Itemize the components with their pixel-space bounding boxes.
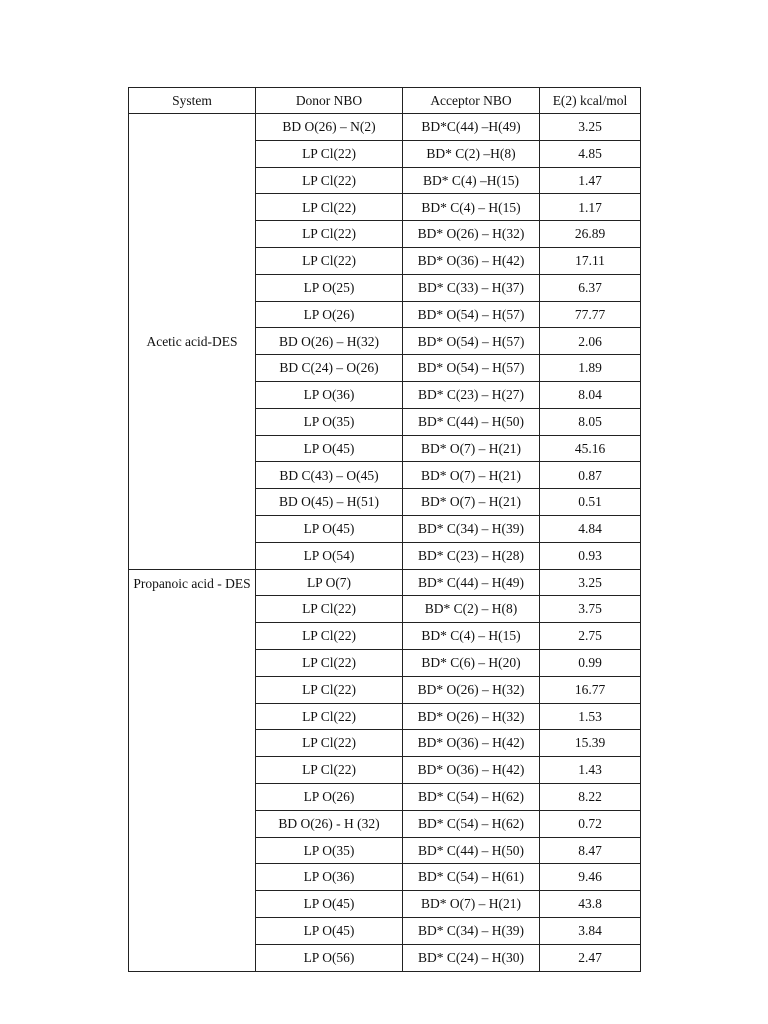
acceptor-nbo-cell: BD* O(54) – H(57) (403, 301, 540, 328)
donor-nbo-cell: LP O(25) (256, 274, 403, 301)
donor-nbo-cell: LP Cl(22) (256, 167, 403, 194)
donor-nbo-cell: LP Cl(22) (256, 703, 403, 730)
header-acceptor-nbo: Acceptor NBO (403, 88, 540, 114)
donor-nbo-cell: LP Cl(22) (256, 649, 403, 676)
donor-nbo-cell: BD O(45) – H(51) (256, 489, 403, 516)
e2-energy-cell: 0.93 (540, 542, 641, 569)
acceptor-nbo-cell: BD* C(4) – H(15) (403, 623, 540, 650)
e2-energy-cell: 0.99 (540, 649, 641, 676)
e2-energy-cell: 15.39 (540, 730, 641, 757)
table-row (129, 569, 641, 596)
acceptor-nbo-cell: BD* O(7) – H(21) (403, 462, 540, 489)
e2-energy-cell: 0.51 (540, 489, 641, 516)
e2-energy-cell: 45.16 (540, 435, 641, 462)
e2-energy-cell: 1.47 (540, 167, 641, 194)
acceptor-nbo-cell: BD* C(34) – H(39) (403, 515, 540, 542)
e2-energy-cell: 0.72 (540, 810, 641, 837)
header-donor-nbo: Donor NBO (256, 88, 403, 114)
e2-energy-cell: 2.47 (540, 944, 641, 971)
acceptor-nbo-cell: BD* O(54) – H(57) (403, 328, 540, 355)
header-e2-energy: E(2) kcal/mol (540, 88, 641, 114)
e2-energy-cell: 4.85 (540, 140, 641, 167)
e2-energy-cell: 2.06 (540, 328, 641, 355)
e2-energy-cell: 6.37 (540, 274, 641, 301)
header-system: System (129, 88, 256, 114)
e2-energy-cell: 1.89 (540, 355, 641, 382)
e2-energy-cell: 3.25 (540, 114, 641, 141)
acceptor-nbo-cell: BD* O(26) – H(32) (403, 703, 540, 730)
e2-energy-cell: 3.25 (540, 569, 641, 596)
donor-nbo-cell: LP Cl(22) (256, 194, 403, 221)
donor-nbo-cell: LP O(36) (256, 381, 403, 408)
donor-nbo-cell: LP O(35) (256, 837, 403, 864)
table-row (129, 114, 641, 141)
donor-nbo-cell: BD O(26) – N(2) (256, 114, 403, 141)
e2-energy-cell: 8.05 (540, 408, 641, 435)
acceptor-nbo-cell: BD* C(44) – H(50) (403, 837, 540, 864)
acceptor-nbo-cell: BD* O(36) – H(42) (403, 730, 540, 757)
acceptor-nbo-cell: BD* O(36) – H(42) (403, 757, 540, 784)
donor-nbo-cell: LP Cl(22) (256, 623, 403, 650)
acceptor-nbo-cell: BD* C(54) – H(61) (403, 864, 540, 891)
donor-nbo-cell: LP O(45) (256, 917, 403, 944)
e2-energy-cell: 8.22 (540, 783, 641, 810)
donor-nbo-cell: LP Cl(22) (256, 757, 403, 784)
system-name-cell: Acetic acid-DES (129, 114, 256, 570)
e2-energy-cell: 8.47 (540, 837, 641, 864)
acceptor-nbo-cell: BD* O(26) – H(32) (403, 221, 540, 248)
acceptor-nbo-cell: BD* O(26) – H(32) (403, 676, 540, 703)
donor-nbo-cell: LP Cl(22) (256, 140, 403, 167)
donor-nbo-cell: LP O(56) (256, 944, 403, 971)
donor-nbo-cell: LP O(45) (256, 515, 403, 542)
acceptor-nbo-cell: BD* C(2) –H(8) (403, 140, 540, 167)
acceptor-nbo-cell: BD*C(44) –H(49) (403, 114, 540, 141)
acceptor-nbo-cell: BD* C(34) – H(39) (403, 917, 540, 944)
e2-energy-cell: 1.53 (540, 703, 641, 730)
e2-energy-cell: 16.77 (540, 676, 641, 703)
acceptor-nbo-cell: BD* C(54) – H(62) (403, 783, 540, 810)
acceptor-nbo-cell: BD* C(44) – H(50) (403, 408, 540, 435)
donor-nbo-cell: LP Cl(22) (256, 730, 403, 757)
acceptor-nbo-cell: BD* C(2) – H(8) (403, 596, 540, 623)
e2-energy-cell: 8.04 (540, 381, 641, 408)
acceptor-nbo-cell: BD* C(33) – H(37) (403, 274, 540, 301)
e2-energy-cell: 2.75 (540, 623, 641, 650)
donor-nbo-cell: LP O(36) (256, 864, 403, 891)
nbo-interaction-table (128, 87, 641, 972)
system-name-cell: Propanoic acid - DES (129, 569, 256, 971)
donor-nbo-cell: LP O(26) (256, 301, 403, 328)
e2-energy-cell: 4.84 (540, 515, 641, 542)
donor-nbo-cell: BD C(43) – O(45) (256, 462, 403, 489)
donor-nbo-cell: BD C(24) – O(26) (256, 355, 403, 382)
donor-nbo-cell: LP O(45) (256, 435, 403, 462)
acceptor-nbo-cell: BD* C(4) – H(15) (403, 194, 540, 221)
acceptor-nbo-cell: BD* O(54) – H(57) (403, 355, 540, 382)
acceptor-nbo-cell: BD* C(24) – H(30) (403, 944, 540, 971)
table-header-row (129, 88, 641, 114)
e2-energy-cell: 1.17 (540, 194, 641, 221)
donor-nbo-cell: LP Cl(22) (256, 676, 403, 703)
e2-energy-cell: 1.43 (540, 757, 641, 784)
acceptor-nbo-cell: BD* O(36) – H(42) (403, 247, 540, 274)
donor-nbo-cell: LP Cl(22) (256, 221, 403, 248)
e2-energy-cell: 3.84 (540, 917, 641, 944)
donor-nbo-cell: LP Cl(22) (256, 247, 403, 274)
e2-energy-cell: 17.11 (540, 247, 641, 274)
e2-energy-cell: 43.8 (540, 891, 641, 918)
donor-nbo-cell: BD O(26) - H (32) (256, 810, 403, 837)
acceptor-nbo-cell: BD* C(54) – H(62) (403, 810, 540, 837)
acceptor-nbo-cell: BD* O(7) – H(21) (403, 891, 540, 918)
acceptor-nbo-cell: BD* O(7) – H(21) (403, 435, 540, 462)
donor-nbo-cell: LP O(7) (256, 569, 403, 596)
acceptor-nbo-cell: BD* C(4) –H(15) (403, 167, 540, 194)
donor-nbo-cell: LP O(45) (256, 891, 403, 918)
donor-nbo-cell: LP O(35) (256, 408, 403, 435)
table-body (129, 114, 641, 972)
e2-energy-cell: 9.46 (540, 864, 641, 891)
acceptor-nbo-cell: BD* O(7) – H(21) (403, 489, 540, 516)
acceptor-nbo-cell: BD* C(44) – H(49) (403, 569, 540, 596)
acceptor-nbo-cell: BD* C(6) – H(20) (403, 649, 540, 676)
donor-nbo-cell: LP O(54) (256, 542, 403, 569)
donor-nbo-cell: BD O(26) – H(32) (256, 328, 403, 355)
acceptor-nbo-cell: BD* C(23) – H(27) (403, 381, 540, 408)
donor-nbo-cell: LP O(26) (256, 783, 403, 810)
acceptor-nbo-cell: BD* C(23) – H(28) (403, 542, 540, 569)
e2-energy-cell: 77.77 (540, 301, 641, 328)
e2-energy-cell: 26.89 (540, 221, 641, 248)
donor-nbo-cell: LP Cl(22) (256, 596, 403, 623)
e2-energy-cell: 0.87 (540, 462, 641, 489)
e2-energy-cell: 3.75 (540, 596, 641, 623)
